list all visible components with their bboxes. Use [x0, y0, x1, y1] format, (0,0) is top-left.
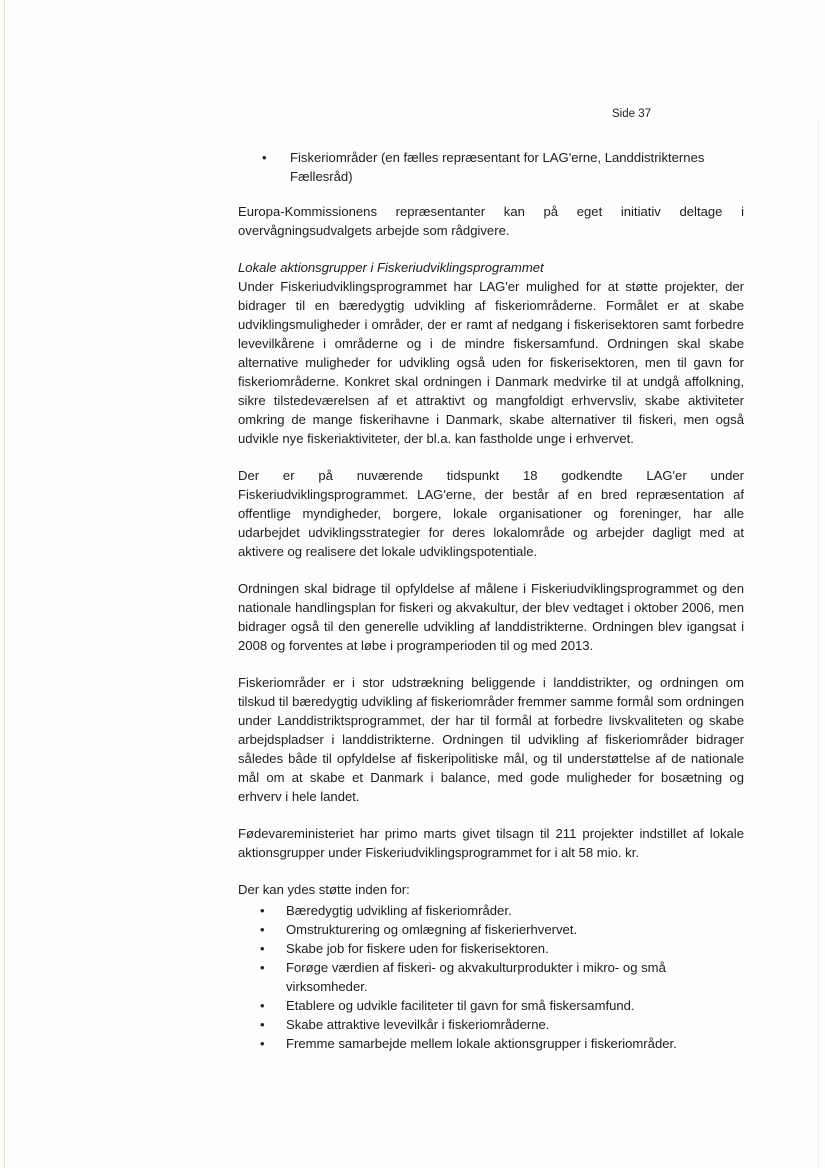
top-bullet-item: [238, 148, 744, 186]
section-heading: Lokale aktionsgrupper i Fiskeriudviklingsprogrammet: [238, 260, 544, 275]
bullet-marker: •: [260, 1017, 265, 1032]
list-item: • Bæredygtig udvikling af fiskeriområder.: [260, 903, 512, 918]
list-item: • Skabe job for fiskere uden for fiskerisektoren.: [260, 941, 549, 956]
support-list: [238, 901, 744, 1053]
paragraph-lag-count: Der er på nuværende tidspunkt 18 godkendte LAG'er under Fiskeriudviklingsprogrammet. LAG'erne, der består af en bred repræsentation af offentlige myndigheder, borgere, lokale organisationer og foreninger, har alle udarbejdet udviklingsstrategier for deres lokalområde og arbejder dagligt med at aktivere og realisere det lokale udviklingspotentiale.: [238, 468, 744, 559]
top-bullet-text: Fiskeriområder (en fælles repræsentant for LAG'erne, Landdistrikternes Fællesråd): [290, 150, 705, 184]
paragraph-observers: Europa-Kommissionens repræsentanter kan på eget initiativ deltage i overvågningsudvalgets arbejde som rådgivere.: [238, 204, 744, 238]
bullet-marker: •: [262, 150, 267, 165]
list-item: • Etablere og udvikle faciliteter til gavn for små fiskersamfund.: [260, 998, 635, 1013]
support-list-intro: Der kan ydes støtte inden for:: [238, 882, 410, 897]
document-body: [238, 148, 744, 1053]
scan-edge-left: [4, 0, 5, 1168]
list-item: • Fremme samarbejde mellem lokale aktionsgrupper i fiskeriområder.: [260, 1036, 677, 1051]
page-number: Side 37: [612, 108, 652, 120]
scan-edge-right: [818, 120, 819, 1168]
bullet-marker: •: [260, 998, 265, 1013]
list-item: • Skabe attraktive levevilkår i fiskeriområderne.: [260, 1017, 550, 1032]
bullet-marker: •: [260, 922, 265, 937]
bullet-marker: •: [260, 960, 265, 975]
bullet-marker: •: [260, 903, 265, 918]
bullet-marker: •: [260, 941, 265, 956]
paragraph-grants: Fødevareministeriet har primo marts givet tilsagn til 211 projekter indstillet af lokale aktionsgrupper under Fiskeriudviklingsprogrammet for i alt 58 mio. kr.: [238, 826, 744, 860]
paragraph-scheme-goals: Ordningen skal bidrage til opfyldelse af målene i Fiskeriudviklingsprogrammet og den nationale handlingsplan for fiskeri og akvakultur, der blev vedtaget i oktober 2006, men bidrager også til den generelle udvikling af landdistrikterne. Ordningen blev igangsat i 2008 og forventes at løbe i programperioden til og med 2013.: [238, 581, 744, 653]
list-item: • Forøge værdien af fiskeri- og akvakulturprodukter i mikro- og små virksomheder.: [260, 960, 666, 994]
bullet-marker: •: [260, 1036, 265, 1051]
paragraph-rural-areas: Fiskeriområder er i stor udstrækning beliggende i landdistrikter, og ordningen om tilskud til bæredygtig udvikling af fiskeriområder fremmer samme formål som ordningen under Landdistriktsprogrammet, der har til formål at forbedre livskvaliteten og skabe arbejdspladser i landdistrikterne. Ordningen til udvikling af fiskeriområder bidrager således både til opfyldelse af fiskeripolitiske mål, og til understøttelse af de nationale mål om at skabe et Danmark i balance, med gode muligheder for bosætning og erhverv i hele landet.: [238, 675, 744, 804]
paragraph-lag-purpose: Under Fiskeriudviklingsprogrammet har LAG'er mulighed for at støtte projekter, der bidrager til en bæredygtig udvikling af fiskeriområderne. Formålet er at skabe udviklingsmuligheder i områder, der er ramt af nedgang i fiskerisektoren samt forbedre levevilkårene i områderne og i de mindre fiskersamfund. Ordningen skal skabe alternative muligheder for udvikling også uden for fiskerisektoren, men til gavn for fiskeriområderne. Konkret skal ordningen i Danmark medvirke til at undgå affolkning, sikre tilstedeværelsen af et attraktivt og mangfoldigt erhvervsliv, skabe aktiviteter omkring de mange fiskerihavne i Danmark, skabe alternativer til fiskeri, men også udvikle nye fiskeriaktiviteter, der bl.a. kan fastholde unge i erhvervet.: [238, 279, 744, 446]
list-item: • Omstrukturering og omlægning af fiskerierhvervet.: [260, 922, 578, 937]
